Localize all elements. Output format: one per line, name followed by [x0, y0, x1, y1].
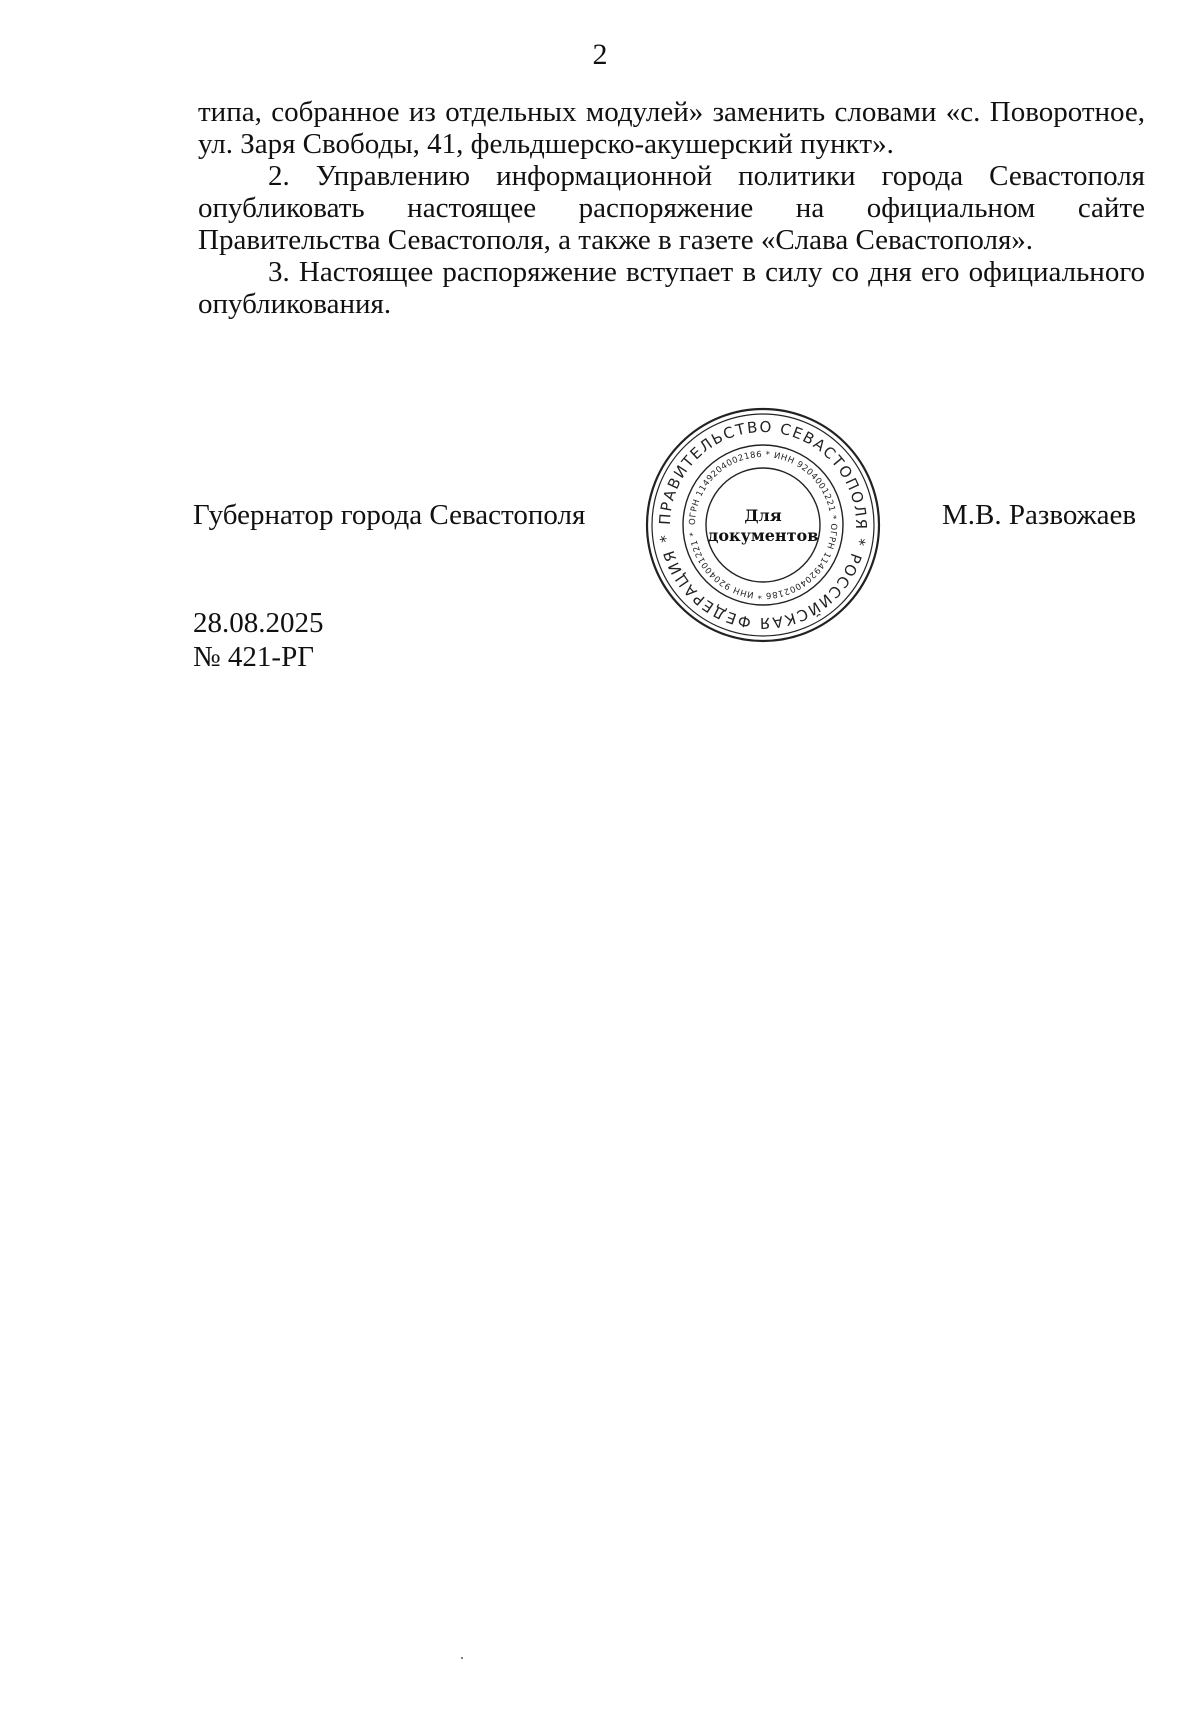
document-number: № 421-РГ: [193, 641, 314, 673]
signature-block: [0, 498, 1200, 538]
paragraph-continuation: типа, собранное из отдельных модулей» заменить словами «с. Поворотное, ул. Заря Свободы, 41, фельдшерско-акушерский пункт».: [198, 96, 1145, 160]
seal-inner-ring: [706, 468, 820, 582]
seal-center-line-2: документов: [707, 526, 819, 545]
official-seal-stamp: [643, 405, 883, 645]
signatory-title: Губернатор города Севастополя: [193, 499, 586, 531]
paragraph-item-3: 3. Настоящее распоряжение вступает в силу со дня его официального опубликования.: [198, 256, 1145, 320]
document-date: 28.08.2025: [193, 607, 324, 639]
document-body: [198, 96, 1145, 320]
seal-registration-text: ОГРН 1149204002186 * ИНН 9204001221 * ОГРН 1149204002186 * ИНН 9204001221 *: [687, 449, 839, 601]
seal-middle-ring: [683, 445, 843, 605]
seal-outer-ring-inner: [652, 414, 874, 636]
seal-outer-ring: [647, 409, 879, 641]
seal-outer-text: ПРАВИТЕЛЬСТВО СЕВАСТОПОЛЯ * РОССИЙСКАЯ ФЕДЕРАЦИЯ *: [655, 417, 871, 633]
signatory-name: М.В. Развожаев: [942, 499, 1137, 531]
seal-center-line-1: Для: [744, 506, 782, 525]
scan-speck: [461, 1657, 463, 1659]
paragraph-item-2: 2. Управлению информационной политики города Севастополя опубликовать настоящее распоряжение на официальном сайте Правительства Севастополя, а также в газете «Слава Севастополя».: [198, 160, 1145, 256]
page-number: 2: [592, 38, 608, 71]
seal-graphic: [643, 405, 883, 645]
